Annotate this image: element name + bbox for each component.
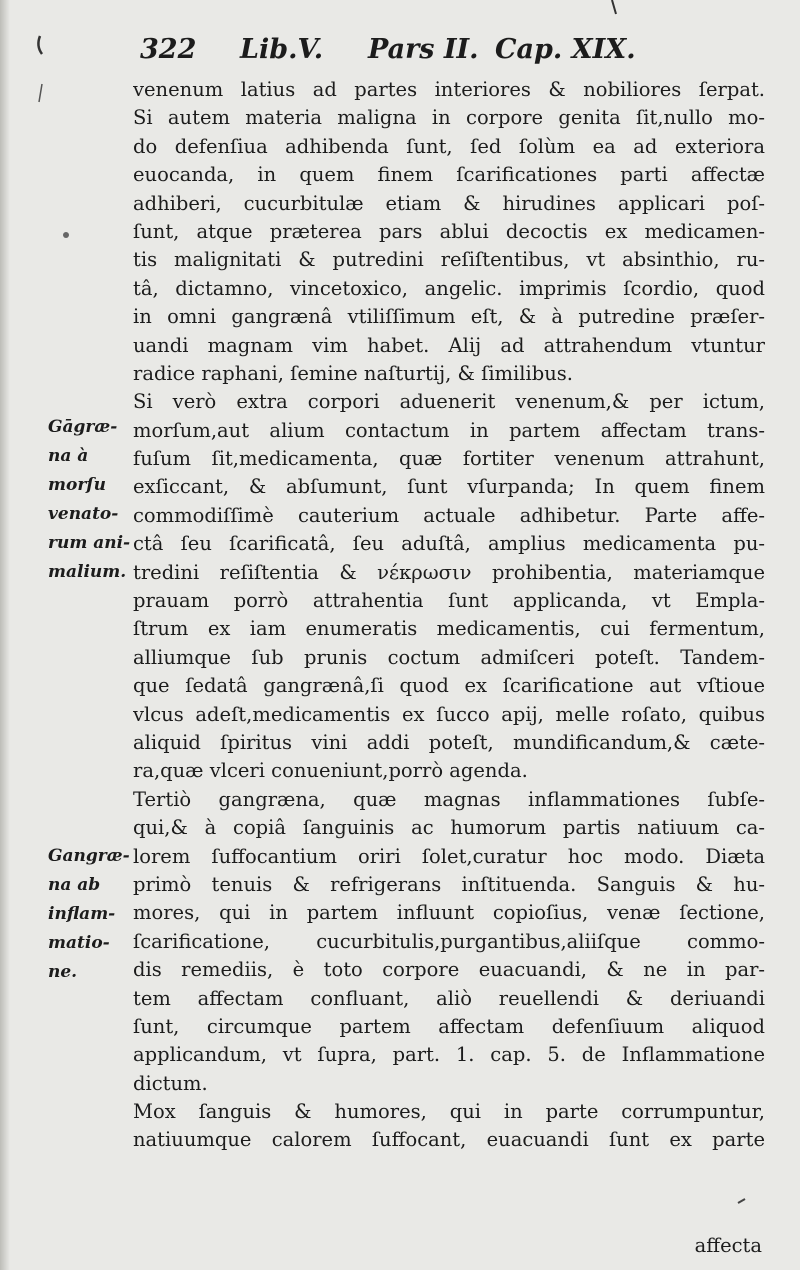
text-line: natiuumque calorem ſuffocant, euacuandi ſunt ex parte <box>133 1128 765 1152</box>
text-line: in omni gangrænâ vtiliſſimum eſt, & à putredine præſer- <box>133 305 765 329</box>
marginal-note <box>48 413 130 587</box>
text-line: Tertiò gangræna, quæ magnas inflammationes ſubſe- <box>133 787 765 811</box>
marginal-line: Gangræ- <box>48 846 130 866</box>
text-line: morſum,aut alium contactum in partem affectam trans- <box>133 418 765 442</box>
text-line: exſiccant, & abſumunt, ſunt vſurpanda; In quem finem <box>133 475 765 499</box>
marginal-note <box>48 842 130 987</box>
header-capitulum: Cap. XIX. <box>495 34 636 65</box>
text-line: Si autem materia maligna in corpore genita ſit,nullo mo- <box>133 106 765 130</box>
text-line: ſunt, atque præterea pars ablui decoctis ex medicamen- <box>133 219 765 243</box>
text-line: dis remediis, è toto corpore euacuandi, & ne in par- <box>133 958 765 982</box>
catchword: affecta <box>694 1234 762 1257</box>
text-line: ctâ ſeu ſcarificatâ, ſeu aduſtâ, amplius medicamenta pu- <box>133 532 765 556</box>
header-liber: Lib.V. <box>240 34 324 65</box>
text-line: fuſum ſit,medicamenta, quæ fortiter venenum attrahunt, <box>133 447 765 471</box>
text-line: tâ, dictamno, vincetoxico, angelic. imprimis ſcordio, quod <box>133 276 765 300</box>
text-line: ſunt, circumque partem affectam defenſiuum aliquod <box>133 1014 765 1038</box>
text-line: do defenſiua adhibenda ſunt, ſed ſolùm ea ad exteriora <box>133 134 765 158</box>
text-line: mores, qui in partem influunt copioſius, venæ ſectione, <box>133 901 765 925</box>
running-header <box>140 28 660 74</box>
marginal-line: Gāgræ- <box>48 417 118 437</box>
body-text <box>133 76 765 1155</box>
marginal-line: na à <box>48 446 89 466</box>
text-line: primò tenuis & refrigerans inſtituenda. Sanguis & hu- <box>133 872 765 896</box>
marginal-line: inflam- <box>48 904 116 924</box>
marginal-line: malium. <box>48 562 127 582</box>
text-line: dictum. <box>133 1071 208 1095</box>
text-line: Si verò extra corpori aduenerit venenum,& per ictum, <box>133 390 765 414</box>
text-line: ſcarificatione, cucurbitulis,purgantibus,aliiſque commo- <box>133 929 765 953</box>
text-line: ſtrum ex iam enumeratis medicamentis, cui fermentum, <box>133 617 765 641</box>
text-line: prauam porrò attrahentia ſunt applicanda, vt Empla- <box>133 589 765 613</box>
text-line: Mox ſanguis & humores, qui in parte corrumpuntur, <box>133 1100 765 1124</box>
text-line: vlcus adeſt,medicamentis ex ſucco apij, melle roſato, quibus <box>133 702 765 726</box>
text-line: radice raphani, ſemine naſturtij, & ſimilibus. <box>133 361 574 385</box>
marginal-line: rum ani- <box>48 533 131 553</box>
text-line: venenum latius ad partes interiores & nobiliores ſerpat. <box>133 78 765 101</box>
marginal-line: venato- <box>48 504 119 524</box>
marginal-line: na ab <box>48 875 101 895</box>
marginal-line: matio- <box>48 933 110 953</box>
text-line: lorem ſuffocantium oriri ſolet,curatur hoc modo. Diæta <box>133 844 765 868</box>
marginal-line: ne. <box>48 962 78 982</box>
text-line: adhiberi, cucurbitulæ etiam & hirudines applicari poſ- <box>133 191 765 215</box>
text-line: euocanda, in quem finem ſcarificationes parti affectæ <box>133 163 765 187</box>
text-line: ra,quæ vlceri conueniunt,porrò agenda. <box>133 759 528 783</box>
text-line: applicandum, vt ſupra, part. 1. cap. 5. de Inflammatione <box>133 1043 765 1067</box>
text-line: qui,& à copiâ ſanguinis ac humorum partis natiuum ca- <box>133 816 765 840</box>
text-line: aliquid ſpiritus vini addi poteſt, mundificandum,& cæte- <box>133 730 765 754</box>
text-line: commodiſſimè cauterium actuale adhibetur. Parte affe- <box>133 503 765 527</box>
text-line: tis malignitati & putredini reſiſtentibus, vt absinthio, ru- <box>133 248 765 272</box>
text-line: tredini reſiſtentia & νέκρωσιν prohibentia, materiamque <box>133 560 765 584</box>
header-pars: Pars II. <box>368 34 479 65</box>
text-line: uandi magnam vim habet. Alij ad attrahendum vtuntur <box>133 333 765 357</box>
marginal-line: morſu <box>48 475 106 495</box>
text-line: alliumque ſub prunis coctum admiſceri poteſt. Tandem- <box>133 645 765 669</box>
text-line: que ſedatâ gangrænâ,ſi quod ex ſcarificatione aut vſtioue <box>133 674 765 698</box>
text-line: tem affectam confluant, aliò reuellendi & deriuandi <box>133 986 765 1010</box>
page-number: 322 <box>140 34 197 65</box>
